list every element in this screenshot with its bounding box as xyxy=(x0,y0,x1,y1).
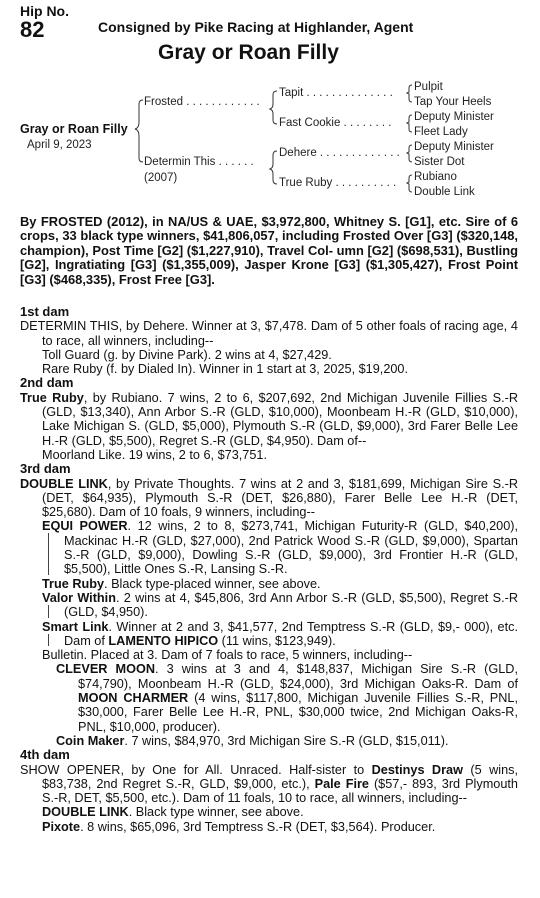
ancestor: Deputy Minister xyxy=(414,111,494,123)
produce-record: Coin Maker. 7 wins, $84,970, 3rd Michigan Sire S.-R (GLD, $15,011). xyxy=(56,733,449,748)
produce-record: Moorland Like. 19 wins, 2 to 6, $73,751. xyxy=(42,447,267,462)
ancestor: Tap Your Heels xyxy=(414,96,492,108)
produce-record: EQUI POWER. 12 wins, 2 to 8, $273,741, Michigan Futurity-R (GLD, $40,200), Mackinac H.-R (GLD, $27,000), 2nd Patrick Wood S.-R (GLD, $9,000), Spartan S.-R (GLD, $9,000), Dowling S.-R (GLD, $9,000), 3rd Frontier H.-R (GLD, $5,500), Little Ones S.-R, Lansing S.-R. xyxy=(20,519,518,576)
dam-year: (2007) xyxy=(144,172,178,184)
ancestor: Rubiano xyxy=(414,171,457,183)
page-title: Gray or Roan Filly xyxy=(158,41,339,64)
hip-label: Hip No. xyxy=(20,3,69,19)
ancestor: Sister Dot xyxy=(414,156,465,168)
sire-summary: By FROSTED (2012), in NA/US & UAE, $3,972,800, Whitney S. [G1], etc. Sire of 6 crops, 33 black type winners, $41,806,057, including Frosted Over [G3] ($320,148, champion), Post Time [G2] ($1,227,910), Travel Col- umn [G2] ($698,531), Bustling [G2], Ingratiating [G3] ($1,355,009), Jasper Krone [G3] ($1,305,427), Frost Point [G3] ($468,335), Frost Free [G3]. xyxy=(20,214,518,287)
produce-record: Rare Ruby (f. by Dialed In). Winner in 1 start at 3, 2025, $19,200. xyxy=(42,362,409,377)
pedigree-braces xyxy=(0,0,540,210)
dam-dam: True Ruby . . . . . . . . . . xyxy=(279,177,397,189)
produce-record: Pixote. 8 wins, $65,096, 3rd Temptress S.-R (DET, $3,564). Producer. xyxy=(42,819,436,834)
fourth-dam-heading: 4th dam xyxy=(20,747,70,763)
third-dam-heading: 3rd dam xyxy=(20,461,71,477)
pedigree-horse: Gray or Roan Filly xyxy=(20,122,128,136)
sire-sire: Tapit . . . . . . . . . . . . . . xyxy=(279,87,393,99)
produce-record: CLEVER MOON. 3 wins at 3 and 4, $148,837, Michigan Sire S.-R (GLD, $74,790), Moonbeam H.-R (GLD, $24,000), 3rd Michigan Oaks-R. Dam of MOON CHARMER (4 wins, $117,800, Michigan Juvenile Fillies S.-R, PNL, $30,000, Farer Belle Lee H.-R, PNL, $30,000 twice, 2nd Michigan Oaks-R, PNL, $10,000, producer). xyxy=(56,662,518,734)
ancestor: Double Link xyxy=(414,186,475,198)
catalog-pages xyxy=(20,305,518,834)
sire-name: Frosted . . . . . . . . . . . . xyxy=(144,96,260,108)
ancestor: Deputy Minister xyxy=(414,141,494,153)
dam-sire: Dehere . . . . . . . . . . . . . xyxy=(279,147,400,159)
second-dam-text: True Ruby, by Rubiano. 7 wins, 2 to 6, $207,692, 2nd Michigan Juvenile Fillies S.-R (GLD, $13,340), Ann Arbor S.-R (GLD, $10,000), Moonbeam H.-R (GLD, $10,000), Lake Michigan S. (GLD, $5,000), Plymouth S.-R (GLD, $9,000), 3rd Farer Belle Lee H.-R (GLD, $5,500), Regret S.-R (GLD, $4,950). Dam of-- xyxy=(20,390,518,448)
foaling-date: April 9, 2023 xyxy=(27,139,92,151)
first-dam-heading: 1st dam xyxy=(20,304,70,319)
hip-number: 82 xyxy=(20,17,45,42)
first-dam-text: DETERMIN THIS, by Dehere. Winner at 3, $7,478. Dam of 5 other foals of racing age, 4 to race, all winners, including-- xyxy=(20,319,518,348)
produce-record: Valor Within. 2 wins at 4, $45,806, 3rd Ann Arbor S.-R (GLD, $5,500), Regret S.-R (GLD, $4,950). xyxy=(20,591,518,620)
consignor: Consigned by Pike Racing at Highlander, Agent xyxy=(98,19,414,35)
produce-record: Smart Link. Winner at 2 and 3, $41,577, 2nd Temptress S.-R (GLD, $9,- 000), etc. Dam of LAMENTO HIPICO (11 wins, $123,949). xyxy=(20,620,518,649)
produce-record: True Ruby. Black type-placed winner, see above. xyxy=(42,576,321,591)
produce-record: Bulletin. Placed at 3. Dam of 7 foals to race, 5 winners, including-- xyxy=(42,648,413,663)
third-dam-text: DOUBLE LINK, by Private Thoughts. 7 wins at 2 and 3, $181,699, Michigan Sire S.-R (DET, $64,935), Plymouth S.-R (DET, $26,880), Farer Belle Lee H.-R (DET, $25,680). Dam of 10 foals, 9 winners, including-- xyxy=(20,476,518,520)
produce-record: DOUBLE LINK. Black type winner, see above. xyxy=(42,805,304,820)
fourth-dam-text: SHOW OPENER, by One for All. Unraced. Half-sister to Destinys Draw (5 wins, $83,738, 2nd Regret S.-R, GLD, $9,000, etc.), Pale Fire ($57,- 893, 3rd Plymouth S.-R, DET, $5,500, etc.). Dam of 11 foals, 10 to race, all winners, including-- xyxy=(20,762,518,806)
ancestor: Fleet Lady xyxy=(414,126,468,138)
dam-name: Determin This . . . . . . xyxy=(144,156,254,168)
second-dam-heading: 2nd dam xyxy=(20,375,74,391)
sire-dam: Fast Cookie . . . . . . . . xyxy=(279,117,392,129)
produce-record: Toll Guard (g. by Divine Park). 2 wins at 4, $27,429. xyxy=(42,347,332,362)
ancestor: Pulpit xyxy=(414,81,443,93)
